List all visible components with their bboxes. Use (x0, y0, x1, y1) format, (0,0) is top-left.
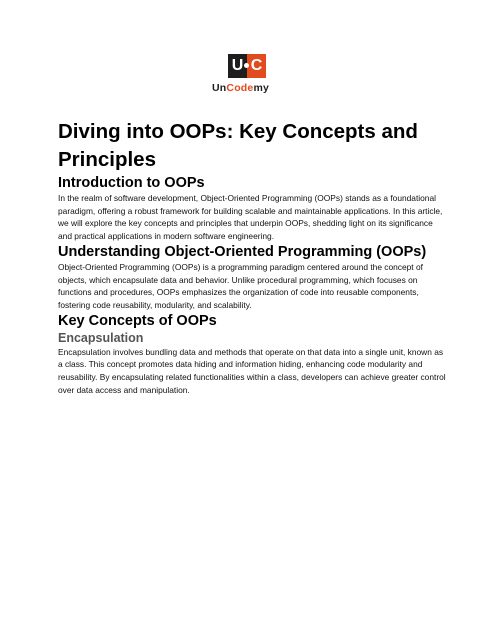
logo-word-code: Code (226, 82, 254, 94)
section-body-introduction: In the realm of software development, Object-Oriented Programming (OOPs) stands as a foundational paradigm, offering a robust framework for building scalable and maintainable applications. In this article, we will explore the key concepts and principles that underpin OOPs, shedding light on its significance and practical applications in modern software engineering. (58, 193, 443, 242)
section-body-understanding: Object-Oriented Programming (OOPs) is a programming paradigm centered around the concept of objects, which encapsulate data and behavior. Unlike procedural programming, which focuses on functions and procedures, OOPs emphasizes the organization of code into reusable components, fostering code reusability, modularity, and scalability. (58, 261, 423, 310)
logo-wordmark (212, 82, 269, 94)
logo-word-my: my (253, 82, 270, 94)
logo-dot (244, 63, 249, 68)
logo-letter-u: U (228, 54, 247, 78)
subsection-heading-encapsulation: Encapsulation (58, 330, 144, 345)
article-content (58, 118, 448, 396)
section-heading-understanding: Understanding Object-Oriented Programming (OOPs) (58, 243, 427, 260)
page-title: Diving into OOPs: Key Concepts and Principles (58, 120, 418, 171)
section-heading-key-concepts: Key Concepts of OOPs (58, 312, 217, 329)
section-heading-introduction: Introduction to OOPs (58, 175, 205, 191)
logo-letter-c: C (247, 54, 266, 78)
logo-word-un: Un (212, 82, 227, 94)
subsection-body-encapsulation: Encapsulation involves bundling data and methods that operate on that data into a single unit, known as a class. This concept promotes data hiding and information hiding, enhancing code modularity and reusability. By encapsulating related functionalities within a class, developers can achieve greater control over data access and manipulation. (58, 346, 446, 395)
